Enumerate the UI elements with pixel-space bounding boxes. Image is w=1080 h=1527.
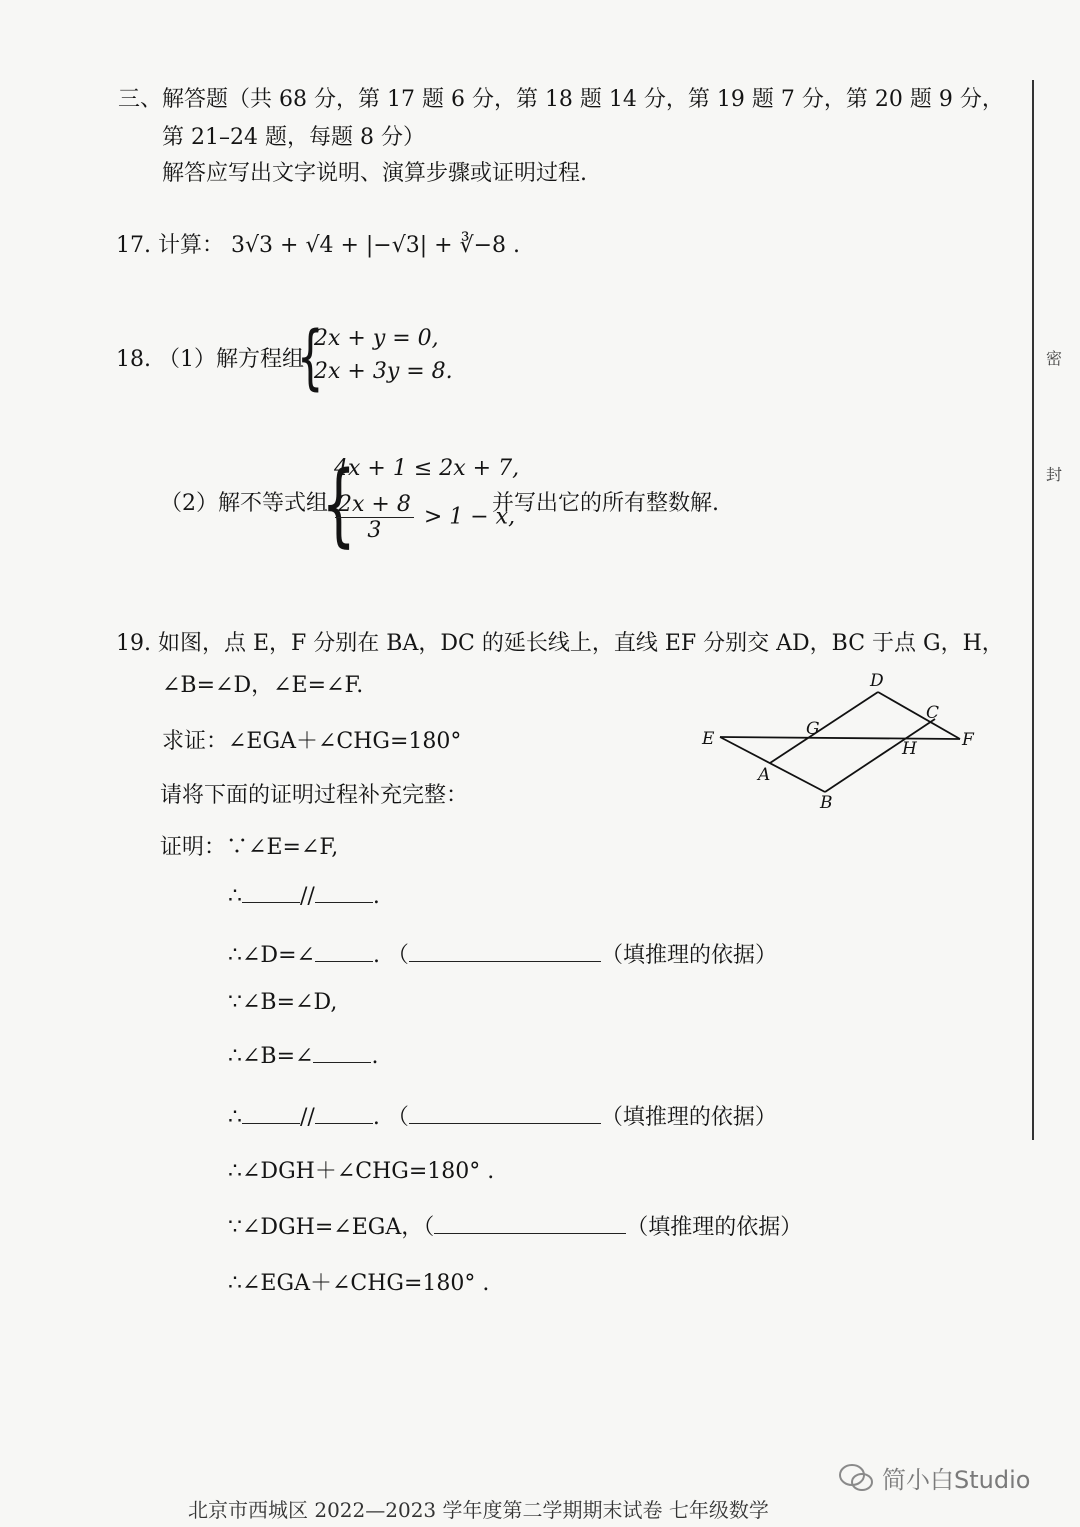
q19-statement: 如图，点 E，F 分别在 BA，DC 的延长线上，直线 EF 分别交 AD，BC 于点 G，H， [158,631,1004,656]
q18-eq2: 2x + 3y = 8. [314,359,453,384]
label-d: D [870,671,884,691]
proof-step8-text: ∵∠DGH=∠EGA， [228,1215,424,1240]
blank-3a[interactable] [315,943,373,962]
label-e: E [702,729,715,749]
proof-step5 [228,1044,378,1069]
therefore-symbol: ∴ [228,1105,242,1130]
reason-note: （填推理的依据） [600,1105,777,1130]
q18-part2-suffix: 并写出它的所有整数解. [492,491,719,516]
q18-eq1: 2x + y = 0, [314,326,439,351]
line-ea-b [720,737,825,792]
q19-number: 19. [116,631,151,656]
reason-note: （填推理的依据） [626,1215,803,1240]
blank-3-reason[interactable] [409,943,601,962]
period: . [372,943,380,968]
proof-step3: ∴∠D=∠ . （ （填推理的依据） [228,943,777,968]
proof-step1 [160,830,338,861]
period: . [371,1044,379,1069]
parallel-symbol: // [300,884,315,909]
proof-step1-text: ∵∠E=∠F, [226,835,339,860]
period: . [372,1105,380,1130]
proof-step4: ∵∠B=∠D, [228,990,338,1015]
proof-step6: ∴ // . （ （填推理的依据） [228,1105,777,1130]
wechat-icon [838,1463,874,1493]
parallel-symbol: // [300,1105,315,1130]
blank-6b[interactable] [315,1105,373,1124]
q18-part2-label: （2）解不等式组 [160,491,328,516]
watermark [838,1460,1030,1495]
label-h: H [902,739,917,759]
q19-fill-instruction: 请将下面的证明过程补充完整： [160,783,469,808]
q18-ineq1: 4x + 1 ≤ 2x + 7, [334,456,520,481]
q18-number: 18. [116,347,151,372]
q18-ineq2-fraction [335,492,414,543]
blank-8-reason[interactable] [434,1215,626,1234]
blank-6a[interactable] [242,1105,300,1124]
q18-ineq2-denominator: 3 [367,518,382,543]
q17-number: 17. [116,233,151,258]
footer-text: 北京市西城区 2022—2023 学年度第二学期期末试卷 七年级数学 [188,1498,769,1522]
proof-step5-text: ∴∠B=∠ [228,1044,314,1069]
blank-5a[interactable] [313,1044,371,1063]
section-heading: 三、解答题（共 68 分，第 17 题 6 分，第 18 题 14 分，第 19 题 7 分，第 20 题 9 分， [118,87,1004,112]
blank-2a[interactable] [242,884,300,903]
period: . [372,884,380,909]
q17-prompt: 计算： [158,233,225,258]
blank-2b[interactable] [315,884,373,903]
binding-line [1032,80,1034,1140]
geometry-figure [690,670,990,820]
margin-mark-1: 密 [1046,349,1063,368]
q19-text1 [116,626,1004,657]
proof-step3-text: ∴∠D=∠ [228,943,315,968]
q18-ineq2-rest: > 1 − x, [423,504,516,530]
segment-ad [770,692,878,763]
label-a: A [758,765,771,785]
q18-ineq2-numerator: 2x + 8 [335,492,414,518]
line-dc-f [878,692,960,739]
segment-bc [825,719,935,792]
label-c: C [926,703,940,723]
line-ef [720,737,960,739]
reason-note: （填推理的依据） [600,943,777,968]
q17-expression: 3√3 + √4 + |−√3| + ∛−8 . [231,233,521,258]
label-b: B [820,793,833,813]
q18-part1 [116,342,304,373]
therefore-symbol: ∴ [228,884,242,909]
proof-step9: ∴∠EGA＋∠CHG=180° . [228,1271,490,1296]
margin-mark-2: 封 [1046,465,1063,484]
label-f: F [962,730,974,750]
q17 [116,228,520,259]
proof-step7: ∴∠DGH＋∠CHG=180° . [228,1159,495,1184]
blank-6-reason[interactable] [409,1105,601,1124]
proof-label: 证明： [160,835,227,860]
q19-text2: ∠B=∠D，∠E=∠F. [162,673,364,698]
proof-step2 [228,884,380,909]
label-g: G [806,719,820,739]
q19-prove: 求证：∠EGA＋∠CHG=180° [162,729,462,754]
q18-part1-label: （1）解方程组 [158,347,304,372]
watermark-text: 简小白Studio [882,1466,1031,1494]
section-heading-cont: 第 21–24 题，每题 8 分） [162,125,425,150]
proof-step8: ∵∠DGH=∠EGA，（ （填推理的依据） [228,1215,803,1240]
q18-system2: { 4x + 1 ≤ 2x + 7, $\frac{2x + 8}{3}$ > 1 − x, [321,452,520,557]
section-instruction: 解答应写出文字说明、演算步骤或证明过程. [162,161,587,186]
